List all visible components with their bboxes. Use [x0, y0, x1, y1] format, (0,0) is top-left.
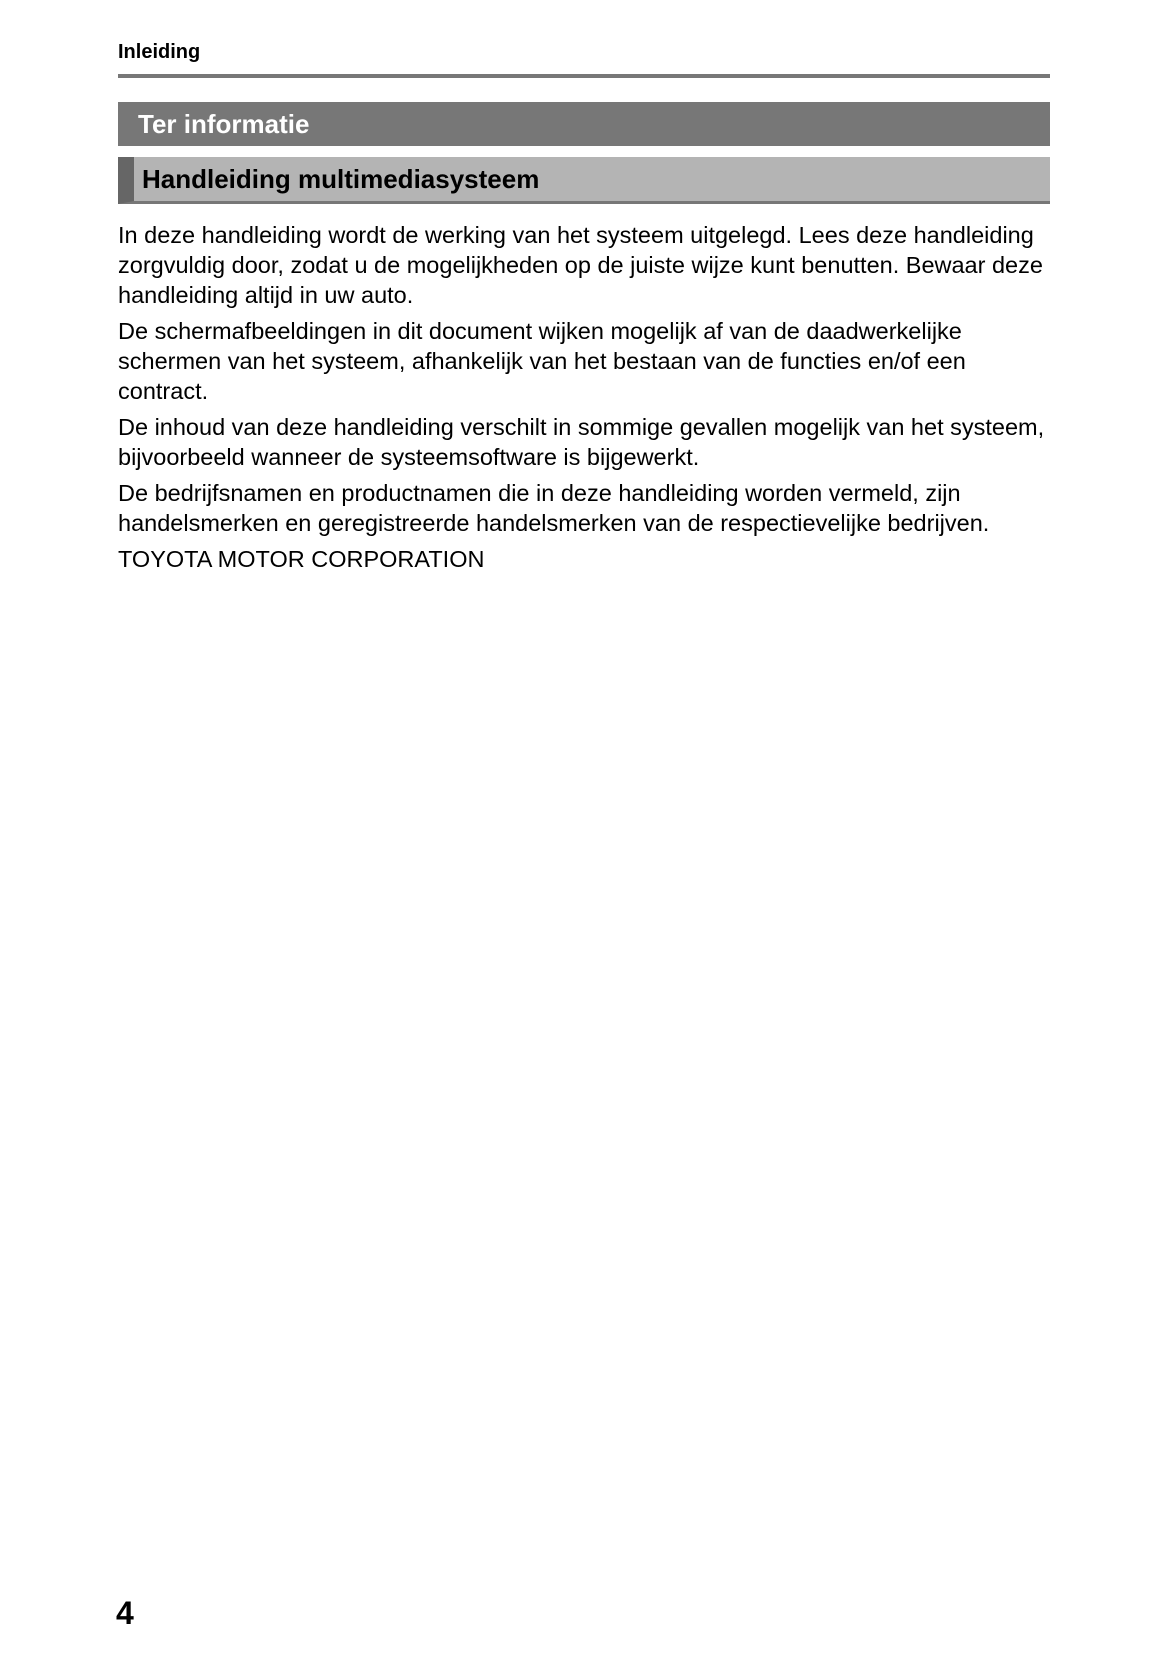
- section-title: Ter informatie: [138, 108, 310, 139]
- subsection-heading-bar: [118, 157, 1050, 204]
- page-number: 4: [116, 1595, 134, 1631]
- paragraph-intro: In deze handleiding wordt de werking van het systeem uitgelegd. Lees deze handleiding zorgvuldig door, zodat u de mogelijkheden op de juiste wijze kunt benutten. Bewaar deze handleiding altijd in uw auto.: [118, 222, 1043, 308]
- body-text: [118, 220, 1058, 580]
- paragraph-content-differences: De inhoud van deze handleiding verschilt in sommige gevallen mogelijk van het systeem, bijvoorbeeld wanneer de systeemsoftware is bijgewerkt.: [118, 414, 1045, 470]
- paragraph-screenshots: De schermafbeeldingen in dit document wijken mogelijk af van de daadwerkelijke schermen van het systeem, afhankelijk van het bestaan van de functies en/of een contract.: [118, 318, 966, 404]
- section-heading-bar: [118, 102, 1050, 146]
- paragraph-trademarks: De bedrijfsnamen en productnamen die in deze handleiding worden vermeld, zijn handelsmerken en geregistreerde handelsmerken van de respectievelijke bedrijven.: [118, 480, 990, 536]
- header-divider: [118, 74, 1050, 78]
- running-head: Inleiding: [118, 41, 201, 63]
- company-name: TOYOTA MOTOR CORPORATION: [118, 546, 485, 572]
- subsection-title: Handleiding multimediasysteem: [142, 163, 540, 194]
